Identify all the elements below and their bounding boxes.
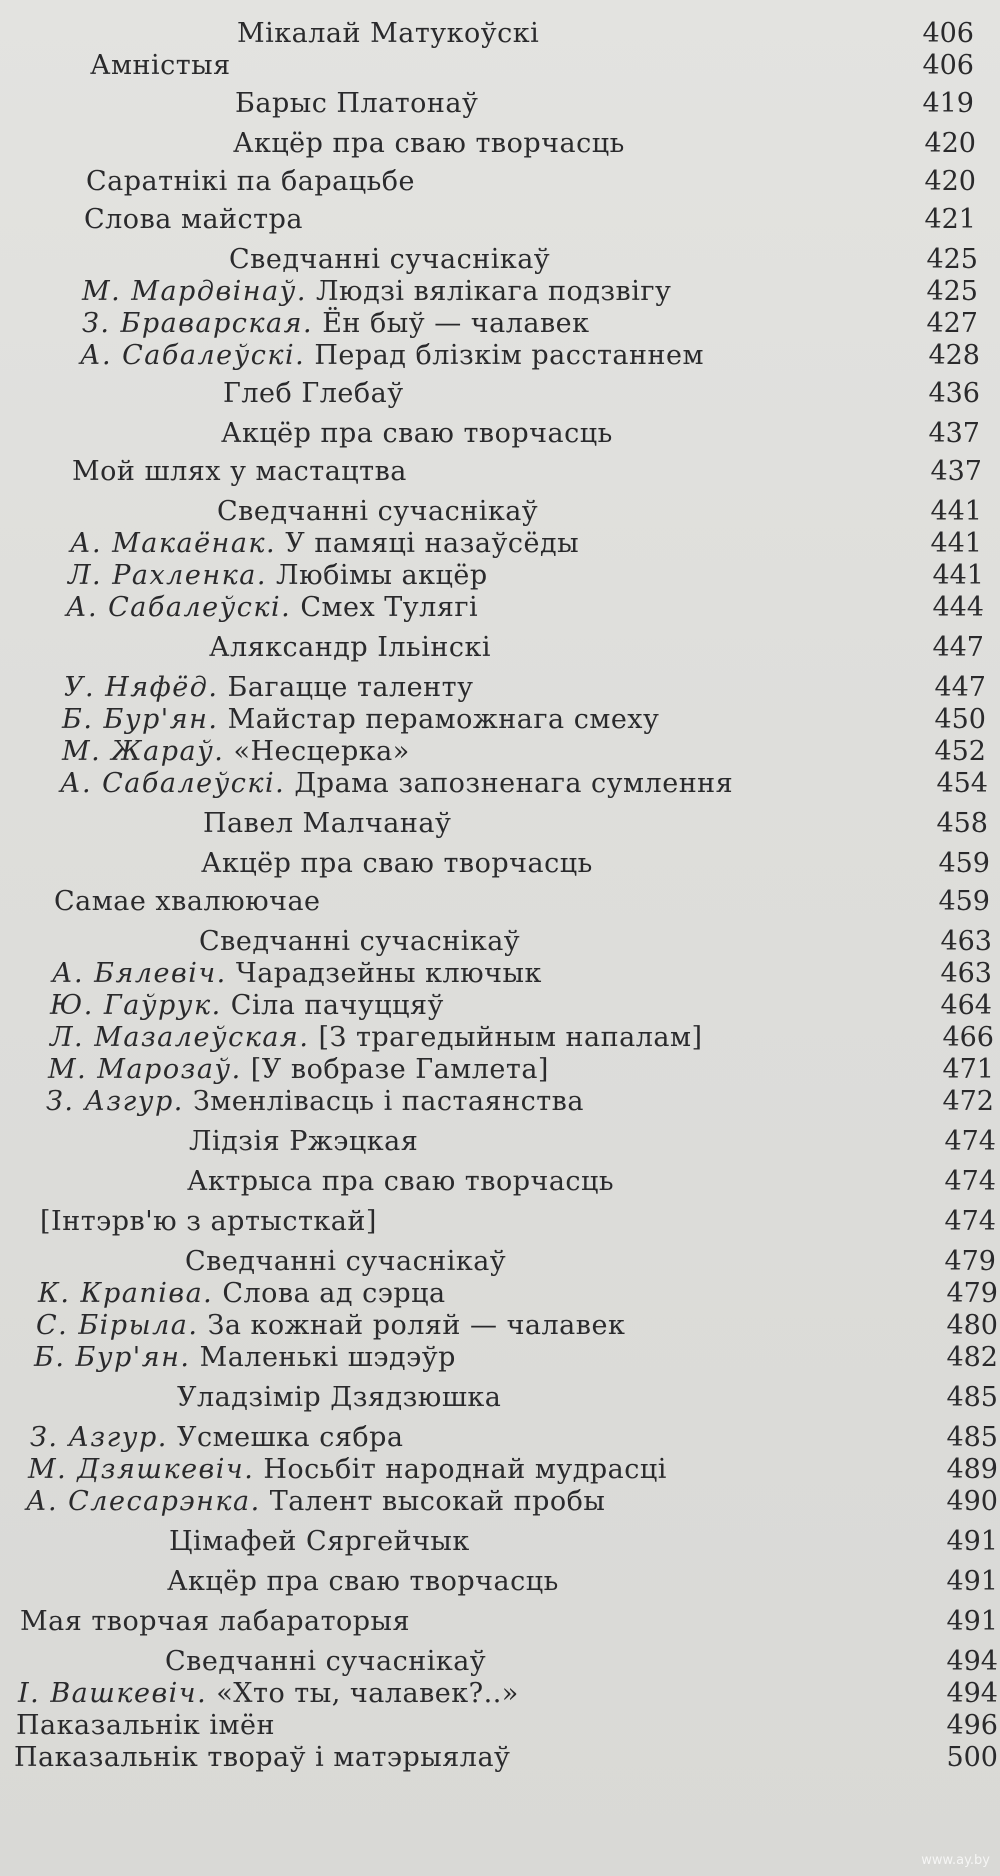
toc-title: [66, 588, 478, 628]
toc-section-heading: [233, 124, 625, 164]
toc-entry-text: Уладзімір Дзядзюшка: [177, 1382, 502, 1413]
toc-author: Б. Бур'ян.: [62, 704, 219, 735]
toc-entry-text: Актрыса пра сваю творчасць: [187, 1166, 615, 1197]
toc-entry-text: Акцёр пра сваю творчасць: [201, 848, 593, 879]
toc-entry: [0, 1082, 1000, 1122]
toc-entry-text: Сведчанні сучаснікаў: [185, 1246, 507, 1277]
toc-author: Ю. Гаўрук.: [50, 990, 222, 1021]
toc-title: [84, 200, 303, 240]
toc-page-number: 489: [946, 1454, 998, 1485]
toc-entry-text: Смех Тулягі: [300, 592, 479, 623]
toc-page-number: 437: [930, 456, 982, 487]
toc-page-number: 463: [940, 958, 992, 989]
toc-entry-text: Амністыя: [90, 50, 231, 81]
toc-entry-text: «Несцерка»: [233, 736, 410, 767]
toc-entry-text: Мой шлях у мастацтва: [72, 456, 407, 487]
toc-page-number: 500: [946, 1742, 998, 1773]
toc-entry: [0, 200, 1000, 240]
toc-entry-text: [З трагедыйным напалам]: [318, 1022, 703, 1053]
toc-entry-text: «Хто ты, чалавек?..»: [216, 1678, 519, 1709]
toc-title: [40, 1202, 377, 1242]
toc-author: А. Слесарэнка.: [26, 1486, 261, 1517]
toc-page-number: 494: [946, 1646, 998, 1677]
toc-section-heading: [177, 1378, 501, 1418]
toc-entry-text: Мая творчая лабараторыя: [20, 1606, 411, 1637]
toc-entry-text: Багацце таленту: [227, 672, 474, 703]
toc-entry-text: Чарадзейны ключык: [235, 958, 542, 989]
toc-page-number: 459: [938, 886, 990, 917]
toc-page-number: 428: [928, 340, 980, 371]
toc-page-number: 479: [946, 1278, 998, 1309]
toc-entry: [0, 452, 1000, 492]
toc-section-heading: [189, 1122, 418, 1162]
toc-page-number: 491: [946, 1606, 998, 1637]
toc-page-number: 425: [926, 276, 978, 307]
toc-entry-text: Сіла пачуццяў: [230, 990, 444, 1021]
toc-page-number: 472: [942, 1086, 994, 1117]
toc-entry-text: Драма запозненага сумлення: [294, 768, 734, 799]
toc-section-heading: [187, 1162, 614, 1202]
toc-page-number: 454: [936, 768, 988, 799]
toc-entry-text: Паказальнік твораў і матэрыялаў: [14, 1742, 511, 1773]
toc-page-number: 452: [934, 736, 986, 767]
toc-page-number: 458: [936, 808, 988, 839]
toc-page-number: 447: [934, 672, 986, 703]
toc-author: А. Сабалеўскі.: [66, 592, 292, 623]
toc-entry: [0, 162, 1000, 202]
toc-title: [60, 764, 733, 804]
toc-entry: [0, 414, 1000, 454]
toc-section-heading: [167, 1562, 559, 1602]
toc-entry: [0, 336, 1000, 376]
toc-page-number: 474: [944, 1166, 996, 1197]
toc-entry: [0, 1738, 1000, 1778]
toc-entry-text: Саратнікі па барацьбе: [86, 166, 416, 197]
toc-entry: [0, 46, 1000, 86]
toc-page-number: 494: [946, 1678, 998, 1709]
toc-entry: [0, 84, 1000, 124]
toc-page-number: 474: [944, 1126, 996, 1157]
toc-page-number: 491: [946, 1526, 998, 1557]
toc-title: [46, 1082, 584, 1122]
toc-title: [80, 336, 704, 376]
toc-entry: [0, 1338, 1000, 1378]
toc-entry-text: Ён быў — чалавек: [322, 308, 590, 339]
toc-entry-text: За кожнай роляй — чалавек: [207, 1310, 626, 1341]
toc-author: Б. Бур'ян.: [34, 1342, 191, 1373]
toc-page-number: 482: [946, 1342, 998, 1373]
toc-author: Л. Рахленка.: [68, 560, 267, 591]
toc-entry-text: Самае хвалюючае: [54, 886, 321, 917]
toc-page-number: 406: [922, 18, 974, 49]
toc-entry-text: Сведчанні сучаснікаў: [229, 244, 551, 275]
toc-entry-text: Перад блізкім расстаннем: [314, 340, 704, 371]
toc-author: М. Жараў.: [62, 736, 225, 767]
toc-page-number: 441: [930, 496, 982, 527]
toc-entry: [0, 374, 1000, 414]
toc-page-number: 436: [928, 378, 980, 409]
toc-page-number: 437: [928, 418, 980, 449]
toc-page-number: 459: [938, 848, 990, 879]
toc-entry-text: Зменлівасць і пастаянства: [192, 1086, 584, 1117]
toc-page-number: 464: [940, 990, 992, 1021]
toc-entry-text: Носьбіт народнай мудрасці: [263, 1454, 667, 1485]
toc-entry-text: Людзі вялікага подзвігу: [316, 276, 672, 307]
toc-section-heading: [169, 1522, 470, 1562]
toc-page-number: 491: [946, 1566, 998, 1597]
toc-author: А. Сабалеўскі.: [80, 340, 306, 371]
toc-entry: [0, 628, 1000, 668]
toc-entry-text: Талент высокай пробы: [269, 1486, 606, 1517]
toc-author: У. Няфёд.: [64, 672, 219, 703]
toc-entry-text: Цімафей Сяргейчык: [169, 1526, 470, 1557]
toc-page-number: 480: [946, 1310, 998, 1341]
toc-section-heading: [235, 84, 478, 124]
toc-author: М. Марозаў.: [48, 1054, 242, 1085]
toc-author: А. Сабалеўскі.: [60, 768, 286, 799]
toc-entry: [0, 844, 1000, 884]
toc-entry-text: Майстар пераможнага смеху: [227, 704, 660, 735]
toc-entry-text: [Інтэрв'ю з артысткай]: [40, 1206, 377, 1237]
toc-entry-text: Сведчанні сучаснікаў: [199, 926, 521, 957]
toc-entry-text: Акцёр пра сваю творчасць: [233, 128, 625, 159]
toc-author: М. Мардвінаў.: [82, 276, 307, 307]
toc-page-number: 420: [924, 166, 976, 197]
toc-title: [54, 882, 321, 922]
toc-author: З. Браварская.: [82, 308, 314, 339]
toc-page-number: 490: [946, 1486, 998, 1517]
toc-entry-text: Маленькі шэдэўр: [199, 1342, 456, 1373]
toc-page-number: 485: [946, 1382, 998, 1413]
toc-title: [34, 1338, 456, 1378]
toc-title: [14, 1738, 510, 1778]
toc-entry: [0, 764, 1000, 804]
toc-entry: [0, 1562, 1000, 1602]
toc-section-heading: [221, 414, 613, 454]
toc-page-number: 421: [924, 204, 976, 235]
toc-entry: [0, 1122, 1000, 1162]
toc-entry-text: Аляксандр Ільінскі: [209, 632, 491, 663]
toc-entry: [0, 1522, 1000, 1562]
toc-page-number: 479: [944, 1246, 996, 1277]
toc-section-heading: [223, 374, 404, 414]
toc-entry-text: Барыс Платонаў: [235, 88, 479, 119]
toc-author: А. Бялевіч.: [52, 958, 227, 989]
toc-title: [90, 46, 231, 86]
toc-entry-text: Мікалай Матукоўскі: [237, 18, 540, 49]
toc-page-number: 466: [942, 1022, 994, 1053]
toc-page-number: 419: [922, 88, 974, 119]
toc-section-heading: [203, 804, 451, 844]
toc-entry-text: Слова майстра: [84, 204, 303, 235]
toc-entry-text: У памяці назаўсёды: [285, 528, 580, 559]
toc-author: Л. Мазалеўская.: [50, 1022, 310, 1053]
toc-page-number: 450: [934, 704, 986, 735]
toc-author: М. Дзяшкевіч.: [28, 1454, 255, 1485]
toc-page-number: 441: [932, 560, 984, 591]
toc-entry-text: [У вобразе Гамлета]: [250, 1054, 549, 1085]
toc-page-number: 427: [926, 308, 978, 339]
toc-title: [20, 1602, 410, 1642]
toc-title: [72, 452, 407, 492]
toc-author: І. Вашкевіч.: [18, 1678, 208, 1709]
toc-entry-text: Павел Малчанаў: [203, 808, 452, 839]
toc-entry: [0, 882, 1000, 922]
toc-entry-text: Сведчанні сучаснікаў: [217, 496, 539, 527]
toc-entry-text: Усмешка сябра: [176, 1422, 404, 1453]
toc-page-number: 485: [946, 1422, 998, 1453]
site-watermark: www.ay.by: [921, 1853, 990, 1868]
toc-page-number: 425: [926, 244, 978, 275]
toc-entry: [0, 124, 1000, 164]
toc-entry-text: Глеб Глебаў: [223, 378, 404, 409]
toc-page-number: 441: [930, 528, 982, 559]
toc-section-heading: [201, 844, 593, 884]
toc-page-number: 496: [946, 1710, 998, 1741]
toc-page-number: 406: [922, 50, 974, 81]
toc-page-number: 420: [924, 128, 976, 159]
toc-page-number: 471: [942, 1054, 994, 1085]
toc-section-heading: [209, 628, 491, 668]
toc-entry-text: Акцёр пра сваю творчасць: [221, 418, 613, 449]
toc-author: К. Крапіва.: [38, 1278, 214, 1309]
toc-entry: [0, 1378, 1000, 1418]
toc-page-number: 474: [944, 1206, 996, 1237]
toc-page-number: 444: [932, 592, 984, 623]
toc-entry: [0, 804, 1000, 844]
toc-title: [86, 162, 415, 202]
toc-author: З. Азгур.: [30, 1422, 168, 1453]
toc-entry: [0, 588, 1000, 628]
toc-entry: [0, 1602, 1000, 1642]
toc-author: З. Азгур.: [46, 1086, 184, 1117]
toc-entry-text: Паказальнік імён: [16, 1710, 275, 1741]
toc-page-number: 463: [940, 926, 992, 957]
toc-author: С. Бірыла.: [36, 1310, 199, 1341]
toc-entry-text: Слова ад сэрца: [222, 1278, 446, 1309]
toc-page-number: 447: [932, 632, 984, 663]
toc-entry: [0, 1482, 1000, 1522]
toc-author: А. Макаёнак.: [70, 528, 277, 559]
toc-entry: [0, 1162, 1000, 1202]
toc-title: [26, 1482, 605, 1522]
toc-entry-text: Лідзія Ржэцкая: [189, 1126, 419, 1157]
toc-entry-text: Акцёр пра сваю творчасць: [167, 1566, 559, 1597]
toc-entry-text: Сведчанні сучаснікаў: [165, 1646, 487, 1677]
toc-entry-text: Любімы акцёр: [276, 560, 488, 591]
toc-entry: [0, 1202, 1000, 1242]
